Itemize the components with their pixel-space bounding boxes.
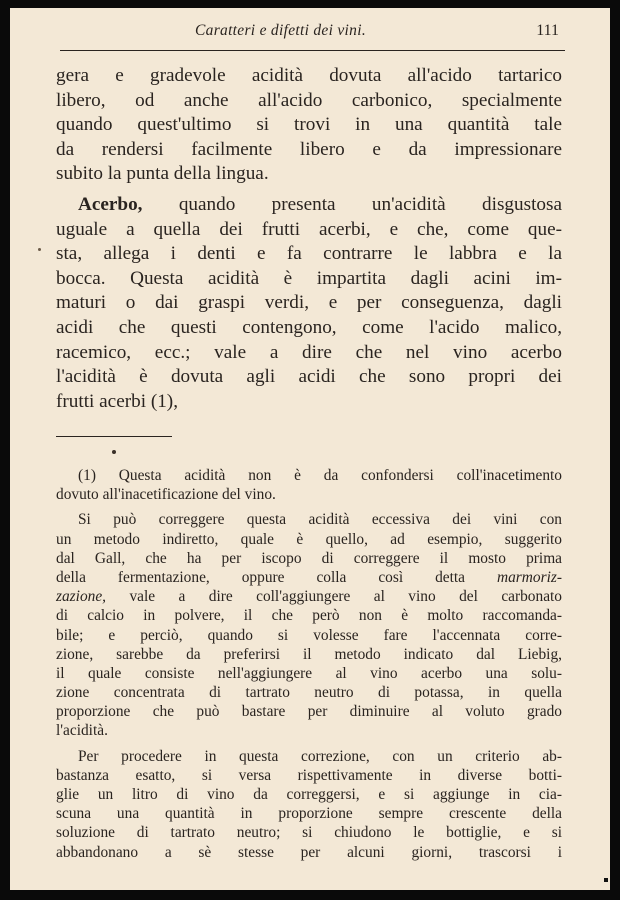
header-rule xyxy=(60,50,565,51)
text-line: quando quest'ultimo si trovi in una quantità tale xyxy=(56,114,562,136)
term-acerbo: Acerbo, xyxy=(78,193,143,215)
footnote-line: dal Gall, che ha per iscopo di correggere il mosto prima xyxy=(56,549,562,567)
footnote-line: zione concentrata di tartrato neutro di potassa, in quella xyxy=(56,684,562,702)
page-number: 111 xyxy=(536,22,559,39)
text-line: maturi o dai graspi verdi, e per conseguenza, dagli xyxy=(56,292,562,314)
running-header xyxy=(60,18,565,48)
text-line: libero, od anche all'acido carbonico, specialmente xyxy=(56,89,562,111)
text-line: sta, allega i denti e fa contrarre le labbra e la xyxy=(56,243,562,265)
text-line: gera e gradevole acidità dovuta all'acido tartarico xyxy=(56,65,562,86)
print-speck xyxy=(38,248,41,251)
text-line: l'acidità è dovuta agli acidi che sono propri dei xyxy=(56,366,562,388)
text-line: subito la punta della lingua. xyxy=(56,163,269,185)
term-marmorizzazione-part: zazione, xyxy=(56,588,107,606)
footnote-line: Per procedere in questa correzione, con un criterio ab- xyxy=(78,747,562,765)
footnote-line: proporzione che può bastare per diminuire al voluto grado xyxy=(56,703,562,721)
running-title: Caratteri e difetti dei vini. xyxy=(195,22,366,39)
footnote-line: scuna una quantità in proporzione sempre crescente della xyxy=(56,805,562,823)
footnote-line: Si può correggere questa acidità eccessiva dei vini con xyxy=(78,511,562,529)
text-line: frutti acerbi (1), xyxy=(56,390,178,412)
footnote-line-marmorizzazione-b xyxy=(56,587,562,606)
text-line: bocca. Questa acidità è impartita dagli acini im- xyxy=(56,267,562,289)
footnote-separator xyxy=(56,436,172,437)
text-line: racemico, ecc.; vale a dire che nel vino acerbo xyxy=(56,341,562,363)
footnote xyxy=(56,466,562,862)
print-speck xyxy=(112,450,116,454)
footnote-line: l'acidità. xyxy=(56,722,108,740)
footnote-line: un metodo indiretto, quale è quello, ad esempio, suggerito xyxy=(56,530,562,548)
scan-artifact xyxy=(604,878,608,882)
footnote-line: dovuto all'inacetificazione del vino. xyxy=(56,486,276,504)
footnote-line: bile; e perciò, quando si volesse fare l'accennata corre- xyxy=(56,626,562,644)
acerbo-first-line xyxy=(56,193,562,218)
term-marmorizzazione-part: marmoriz- xyxy=(497,568,562,586)
footnote-text: della fermentazione, oppure colla così detta xyxy=(56,568,466,586)
footnote-line: di calcio in polvere, il che però non è molto raccomanda- xyxy=(56,607,562,625)
text-line: uguale a quella dei frutti acerbi, e che, come que- xyxy=(56,218,562,240)
footnote-line-marmorizzazione-a xyxy=(56,568,562,587)
footnote-line: il quale consiste nell'aggiungere al vino acerbo una solu- xyxy=(56,664,562,682)
footnote-text: vale a dire coll'aggiungere al vino del carbonato xyxy=(129,588,562,606)
text-line: acidi che questi contengono, come l'acido malico, xyxy=(56,316,562,338)
footnote-line: zione, sarebbe da preferirsi il metodo indicato dal Liebig, xyxy=(56,645,562,663)
footnote-line: (1) Questa acidità non è da confondersi coll'inacetimento xyxy=(78,467,562,484)
footnote-line: soluzione di tartrato neutro; si chiudono le bottiglie, e si xyxy=(56,824,562,842)
footnote-line: glie un litro di vino da correggersi, e si aggiunge in cia- xyxy=(56,786,562,803)
book-page xyxy=(10,8,610,890)
acerbo-first-rest: quando presenta un'acidità disgustosa xyxy=(178,193,562,215)
text-line: da rendersi facilmente libero e da impressionare xyxy=(56,138,562,160)
main-text xyxy=(56,64,562,414)
footnote-line: abbandonano a sè stesse per alcuni giorni, trascorsi i xyxy=(56,843,562,861)
footnote-line: bastanza esatto, si versa rispettivamente in diverse botti- xyxy=(56,766,562,784)
